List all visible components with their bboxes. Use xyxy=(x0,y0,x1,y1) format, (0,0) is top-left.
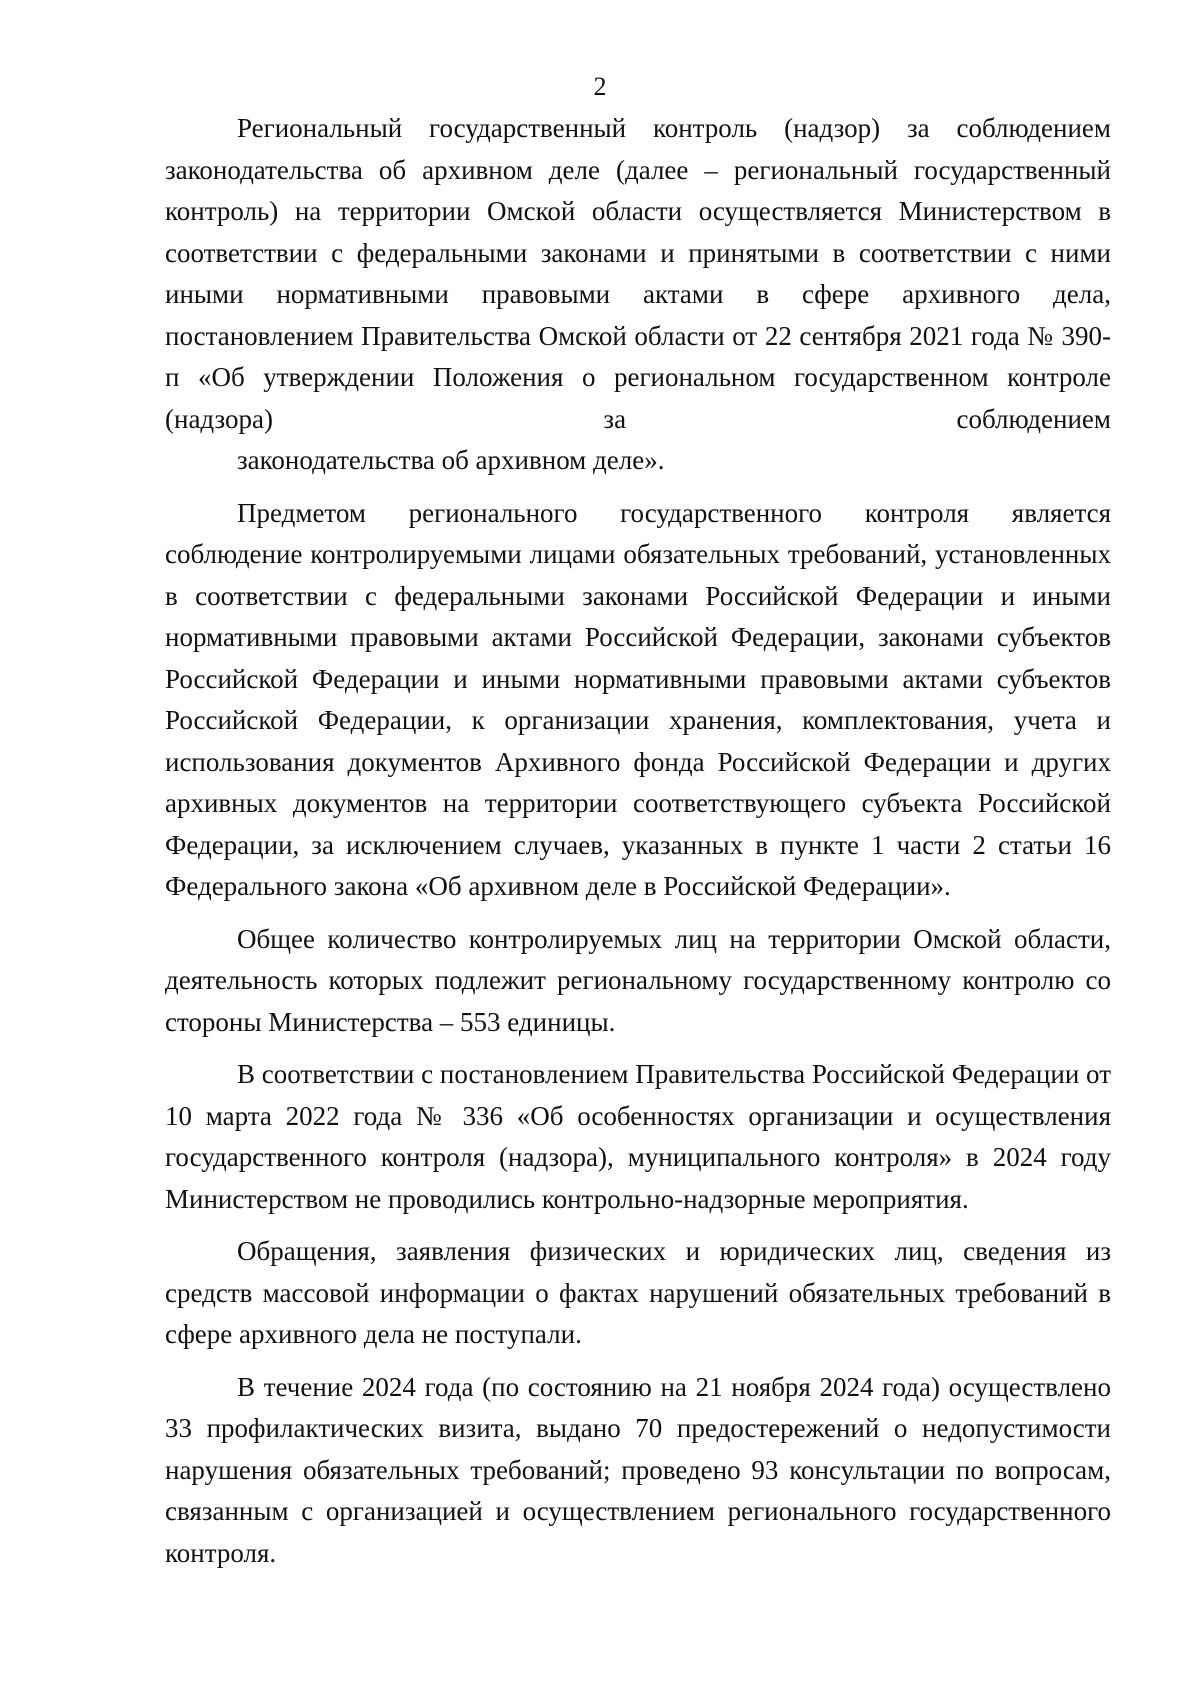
paragraph-preventive-measures: В течение 2024 года (по состоянию на 21 ноября 2024 года) осуществлено 33 профилактических визита, выдано 70 предостережений о недопустимости нарушения обязательных требований; проведено 93 консультации по вопросам, связанным с организацией и осуществлением регионального государственного контроля. xyxy=(165,1371,1111,1568)
paragraph-regional-control xyxy=(165,108,1111,482)
paragraph-subject-of-control: Предметом регионального государственного контроля является соблюдение контролируемыми лицами обязательных требований, установленных в соответствии с федеральными законами Российской Федерации и иными нормативными правовыми актами Российской Федерации, законами субъектов Российской Федерации и иными нормативными правовыми актами субъектов Российской Федерации, к организации хранения, комплектования, учета и использования документов Архивного фонда Российской Федерации и других архивных документов на территории соответствующего субъекта Российской Федерации, за исключением случаев, указанных в пункте 1 части 2 статьи 16 Федерального закона «Об архивном деле в Российской Федерации». xyxy=(165,497,1111,901)
document-body xyxy=(165,108,1111,1585)
paragraph-appeals: Обращения, заявления физических и юридических лиц, сведения из средств массовой информации о фактах нарушений обязательных требований в сфере архивного дела не поступали. xyxy=(165,1236,1111,1349)
paragraph-controlled-persons-count: Общее количество контролируемых лиц на территории Омской области, деятельность которых подлежит региональному государственному контролю со стороны Министерства – 553 единицы. xyxy=(165,923,1111,1037)
paragraph-government-decree: В соответствии с постановлением Правительства Российской Федерации от 10 марта 2022 года № 336 «Об особенностях организации и осуществления государственного контроля (надзора), муниципального контроля» в 2024 году Министерством не проводились контрольно-надзорные мероприятия. xyxy=(165,1059,1111,1214)
paragraph-regional-control-text: Региональный государственный контроль (надзор) за соблюдением законодательства об архивном деле (далее – региональный государственный контроль) на территории Омской области осуществляется Министерством в соответствии с федеральными законами и принятыми в соответствии с ними иными нормативными правовыми актами в сфере архивного дела, постановлением Правительства Омской области от 22 сентября 2021 года № 390-п «Об утверждении Положения о региональном государственном контроле (надзора) за соблюдением xyxy=(165,113,1111,434)
page-number: 2 xyxy=(593,72,607,101)
paragraph-regional-control-last-line: законодательства об архивном деле». xyxy=(237,445,665,475)
